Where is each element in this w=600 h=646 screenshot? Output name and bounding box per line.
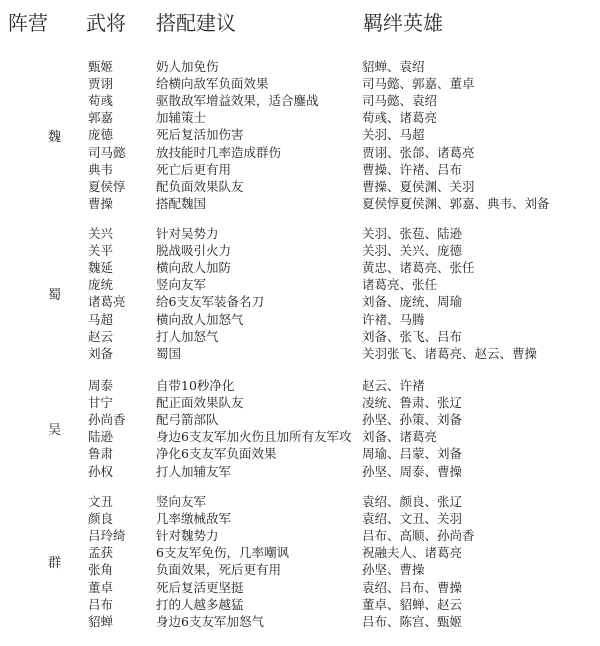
advice-text: 负面效果，死后更有用	[156, 562, 282, 578]
table-row	[0, 328, 600, 345]
header-bond: 羁绊英雄	[363, 11, 443, 35]
general-name: 庞统	[88, 277, 114, 293]
table-row	[0, 377, 600, 394]
bond-heroes: 许褚、马腾	[362, 311, 425, 327]
bond-heroes: 荀彧、诸葛亮	[362, 110, 438, 126]
advice-text: 加辅策士	[156, 110, 207, 126]
general-name: 甘宁	[88, 395, 114, 411]
general-name: 诸葛亮	[88, 294, 126, 310]
advice-text: 搭配魏国	[156, 195, 207, 211]
bond-heroes: 黄忠、诸葛亮、张任	[362, 260, 475, 276]
bond-heroes: 貂蝉、袁绍	[362, 59, 425, 74]
advice-text: 驱散敌军增益效果，适合鏖战	[156, 93, 319, 109]
advice-text: 给横向敌军负面效果	[156, 76, 269, 92]
advice-text: 针对吴势力	[156, 226, 219, 241]
bond-heroes: 关羽、马超	[362, 127, 425, 143]
bond-heroes: 董卓、貂蝉、赵云	[362, 596, 463, 612]
general-name: 周泰	[88, 378, 114, 393]
bond-heroes: 刘备、诸葛亮	[362, 429, 438, 445]
general-name: 甄姬	[88, 59, 114, 74]
table-row	[0, 463, 600, 480]
table-row	[0, 225, 600, 242]
bond-heroes: 孙坚、曹操	[362, 562, 425, 578]
bond-heroes: 周瑜、吕蒙、刘备	[362, 446, 463, 462]
bond-heroes: 袁绍、颜良、张辽	[362, 494, 463, 509]
advice-text: 脱战吸引火力	[156, 243, 232, 259]
advice-text: 打的人越多越猛	[156, 596, 244, 612]
advice-text: 横向敌人加怒气	[156, 311, 244, 327]
advice-text: 死后复活更坚挺	[156, 579, 244, 595]
table-row	[0, 411, 600, 428]
advice-text: 蜀国	[156, 345, 182, 361]
bond-heroes: 凌统、鲁肃、张辽	[362, 395, 463, 411]
table-row	[0, 144, 600, 161]
general-name: 孙权	[88, 463, 114, 479]
advice-text: 配负面效果队友	[156, 178, 244, 194]
bond-heroes: 吕布、高顺、孙尚香	[362, 528, 475, 544]
header-faction: 阵营	[8, 11, 48, 35]
general-name: 张角	[88, 562, 114, 578]
general-name: 董卓	[88, 579, 114, 595]
bond-heroes: 关羽、关兴、庞德	[362, 243, 463, 259]
advice-text: 自带10秒净化	[156, 378, 235, 393]
bond-heroes: 贾诩、张郃、诸葛亮	[362, 144, 475, 160]
advice-text: 配弓箭部队	[156, 412, 219, 428]
table-row	[0, 394, 600, 411]
header-general: 武将	[86, 11, 126, 35]
advice-text: 竖向友军	[156, 494, 207, 509]
general-name: 文丑	[88, 494, 114, 509]
table-row	[0, 161, 600, 178]
advice-text: 奶人加免伤	[156, 59, 219, 74]
table-row	[0, 613, 600, 630]
general-name: 关平	[88, 243, 114, 259]
bond-heroes: 曹操、许褚、吕布	[362, 161, 463, 177]
general-name: 马超	[88, 311, 114, 327]
table-row	[0, 544, 600, 561]
advice-text: 净化6支友军负面效果	[156, 446, 277, 462]
table-row	[0, 276, 600, 293]
bond-heroes: 祝融夫人、诸葛亮	[362, 545, 463, 561]
general-name: 魏延	[88, 260, 114, 276]
general-name: 孙尚香	[88, 412, 126, 428]
general-name: 关兴	[88, 226, 114, 241]
bond-heroes: 关羽、张苞、陆逊	[362, 226, 463, 241]
general-name: 孟获	[88, 545, 114, 561]
general-name: 陆逊	[88, 429, 114, 445]
general-name: 鲁肃	[88, 446, 114, 462]
table-row	[0, 178, 600, 195]
advice-text: 竖向友军	[156, 277, 207, 293]
faction-label: 蜀	[48, 288, 62, 304]
advice-text: 几率缴械敌军	[156, 511, 232, 527]
table-row	[0, 596, 600, 613]
bond-heroes: 夏侯惇夏侯渊、郭嘉、典韦、刘备	[362, 195, 550, 211]
table-row	[0, 345, 600, 362]
general-name: 吕玲绮	[88, 528, 126, 544]
general-name: 司马懿	[88, 144, 126, 160]
bond-heroes: 袁绍、文丑、关羽	[362, 511, 463, 527]
bond-heroes: 司马懿、郭嘉、董卓	[362, 76, 475, 92]
bond-heroes: 赵云、许褚	[362, 378, 425, 393]
general-name: 夏侯惇	[88, 178, 126, 194]
bond-heroes: 诸葛亮、张任	[362, 277, 438, 293]
advice-text: 横向敌人加防	[156, 260, 232, 276]
table-row	[0, 561, 600, 578]
table-row	[0, 527, 600, 544]
bond-heroes: 吕布、陈宫、甄姬	[362, 613, 463, 629]
advice-text: 配正面效果队友	[156, 395, 244, 411]
general-name: 郭嘉	[88, 110, 114, 126]
general-name: 贾诩	[88, 76, 114, 92]
table-row	[0, 195, 600, 212]
bond-heroes: 刘备、张飞、吕布	[362, 328, 463, 344]
faction-label: 群	[48, 556, 62, 572]
general-name: 吕布	[88, 596, 114, 612]
table-row	[0, 311, 600, 328]
table-row	[0, 259, 600, 276]
table-row	[0, 428, 600, 445]
advice-text: 死亡后更有用	[156, 161, 232, 177]
advice-text: 身边6支友军加怒气	[156, 613, 264, 629]
table-row	[0, 493, 600, 510]
advice-text: 放技能时几率造成群伤	[156, 144, 282, 160]
bond-heroes: 孙坚、周泰、曹操	[362, 463, 463, 479]
table-row	[0, 242, 600, 259]
faction-label: 魏	[48, 129, 62, 145]
table-row	[0, 92, 600, 109]
advice-text: 6支友军免伤，几率嘲讽	[156, 545, 289, 561]
table-row	[0, 293, 600, 310]
advice-text: 打人加辅友军	[156, 463, 232, 479]
table-row	[0, 58, 600, 75]
advice-text: 身边6支友军加火伤且加所有友军攻	[156, 429, 352, 445]
general-name: 荀彧	[88, 93, 114, 109]
table-row	[0, 75, 600, 92]
table-row	[0, 445, 600, 462]
general-name: 庞德	[88, 127, 114, 143]
table-row	[0, 126, 600, 143]
bond-heroes: 关羽张飞、诸葛亮、赵云、曹操	[362, 345, 538, 361]
bond-heroes: 刘备、庞统、周瑜	[362, 294, 463, 310]
bond-heroes: 司马懿、袁绍	[362, 93, 438, 109]
faction-label: 吴	[48, 423, 62, 439]
table-row	[0, 579, 600, 596]
general-name: 貂蝉	[88, 613, 114, 629]
bond-heroes: 孙坚、孙策、刘备	[362, 412, 463, 428]
header-advice: 搭配建议	[156, 11, 236, 35]
advice-text: 打人加怒气	[156, 328, 219, 344]
advice-text: 针对魏势力	[156, 528, 219, 544]
general-name: 赵云	[88, 328, 114, 344]
table-row	[0, 109, 600, 126]
advice-text: 给6支友军装备名刀	[156, 294, 264, 310]
bond-heroes: 曹操、夏侯渊、关羽	[362, 178, 475, 194]
general-name: 刘备	[88, 345, 114, 361]
table-row	[0, 510, 600, 527]
advice-text: 死后复活加伤害	[156, 127, 244, 143]
general-name: 曹操	[88, 195, 114, 211]
general-name: 颜良	[88, 511, 114, 527]
general-name: 典韦	[88, 161, 114, 177]
bond-heroes: 袁绍、吕布、曹操	[362, 579, 463, 595]
